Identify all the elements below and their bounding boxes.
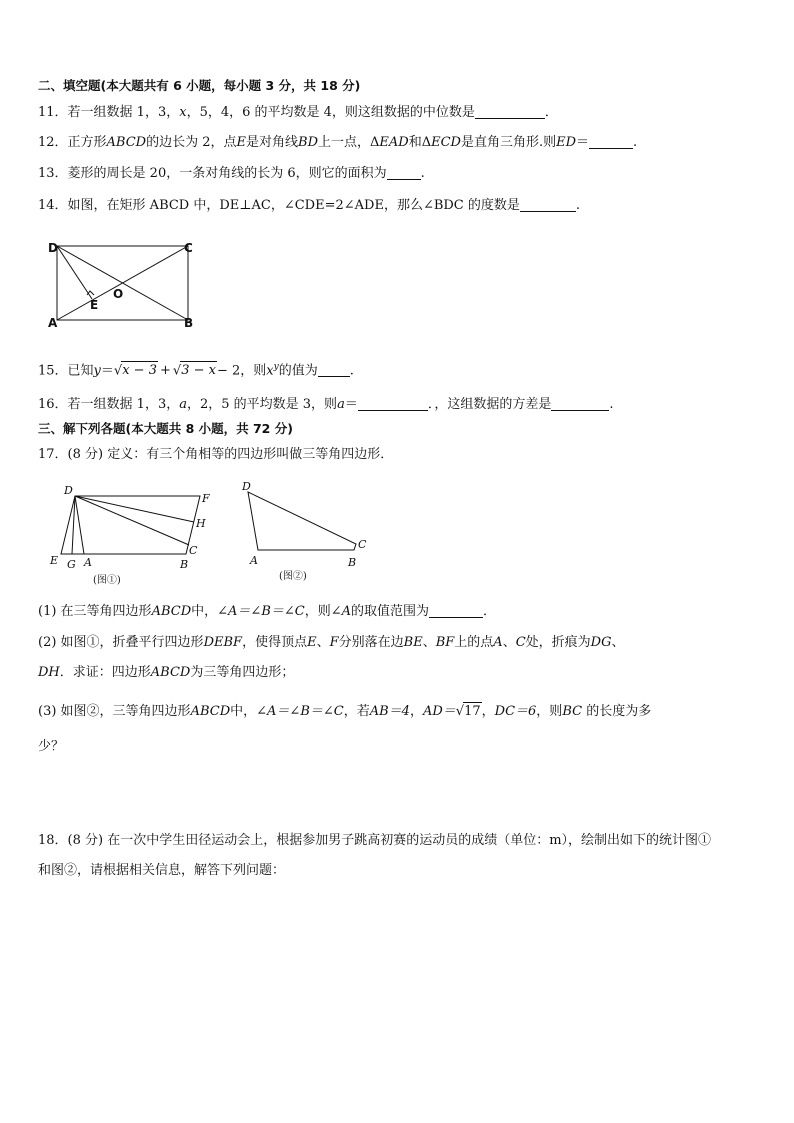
p2-var-bf: BF [435,635,455,650]
p1-angle: ∠A [330,604,352,619]
sqrt-radical-3: √ [455,704,465,719]
q11-var-x: x [179,105,187,120]
label-b: B [180,558,189,571]
fold-dh [75,496,194,522]
q17-part1-answer-blank[interactable] [429,603,483,618]
p3-sep: ， [409,704,423,719]
label-e: E [90,298,99,312]
p3-text-a: (3) 如图②，三等角四边形 [38,704,191,719]
label-b: B [184,316,194,330]
q13-text-a: 13．菱形的周长是 20，一条对角线的长为 6，则它的面积为 [38,166,387,181]
q13-answer-blank[interactable] [387,165,421,180]
p1-condition: ∠A＝∠B＝∠C [217,604,305,619]
question-13 [38,165,425,183]
q15-text-minus: − 2，则 [216,363,267,379]
label-c: C [358,538,367,551]
q15-radicand-1: x − 3 [122,363,157,379]
q17-figure-1 [44,482,224,590]
p2-sep-4: 、 [611,635,625,650]
p3-text-e: 的长度为多 [582,704,652,719]
p3-text-d: ，则 [536,704,563,719]
q12-text-f: 是直角三角形.则 [460,135,557,150]
q12-var-ead: EAD [379,135,409,150]
question-17-part-3 [38,702,651,721]
q12-text-c: 是对角线 [246,135,299,150]
q15-var-x: x [266,363,274,379]
p1-text-d: 的取值范围为 [351,604,430,619]
q11-answer-blank[interactable] [475,104,545,119]
label-d: D [48,241,58,255]
q16-text-c: ．，这组数据的方差是 [427,397,552,412]
q17-figure-2 [236,478,376,586]
q15-text-c: . [349,363,354,379]
q16-answer-blank-a[interactable] [358,396,428,411]
p3-bc: BC [562,704,583,719]
q16-equals: ＝ [344,397,358,412]
q12-text-d: 上一点，Δ [318,135,380,150]
q14-answer-blank[interactable] [520,197,576,212]
p2-var-dh: DH [38,665,60,680]
p2-text-a: (2) 如图①，折叠平行四边形 [38,635,204,650]
p2-sep-2: 、 [422,635,436,650]
p3-ab: AB＝4 [369,704,410,719]
q14-rectangle-figure [44,236,204,332]
p2-var-e: E [307,635,317,650]
label-d: D [242,480,251,493]
q12-var-ecd: ECD [431,135,461,150]
question-17-part-2-cont [38,664,294,682]
question-12 [38,134,637,152]
p3-text-b: 中， [230,704,257,719]
q15-text-b: 的值为 [278,363,318,379]
p2-var-c: C [515,635,526,650]
q16-text-b: ，2，5 的平均数是 3，则 [186,397,338,412]
p2-shape: DEBF [203,635,243,650]
q15-plus: + [159,363,171,379]
q16-var-a2: a [337,397,345,412]
q16-answer-blank-variance[interactable] [551,396,609,411]
p1-text-b: 中， [191,604,218,619]
q11-text-b: ，5，4，6 的平均数是 4，则这组数据的中位数是 [186,105,475,120]
segment-da [75,496,84,554]
figure-2-caption: (图②) [279,571,307,582]
p2-sep-3: 、 [502,635,516,650]
p2-sep: 、 [316,635,330,650]
question-17-part-1 [38,603,496,621]
label-a: A [250,554,258,567]
quadrilateral-abcd [248,492,356,550]
label-a: A [48,316,58,330]
p3-text-c: ，若 [343,704,370,719]
section-2-header: 二、填空题(本大题共有 6 小题，每小题 3 分，共 18 分) [38,78,361,93]
p1-text-a: (1) 在三等角四边形 [38,604,152,619]
q12-var-e: E [236,135,247,150]
q14-text: 14．如图，在矩形 ABCD 中，DE⊥AC，∠CDE=2∠ADE，那么∠BDC 的度数是 [38,198,520,213]
label-f: F [202,492,210,505]
q15-text-a: 15．已知 [38,363,94,379]
p3-shape: ABCD [190,704,231,719]
p2-var-be: BE [403,635,423,650]
p1-text-e: ． [483,604,497,619]
p3-condition: ∠A＝∠B＝∠C [256,704,344,719]
question-11 [38,104,558,122]
p3-sep-2: ， [481,704,495,719]
p3-radicand: 17 [464,704,481,719]
sqrt-radical-2: √ [172,363,182,379]
q12-answer-blank[interactable] [589,134,633,149]
question-14 [38,197,580,215]
label-e: E [50,554,59,567]
p2-var-dg: DG [590,635,612,650]
question-18-line-1: 18．(8 分) 在一次中学生田径运动会上，根据参加男子跳高初赛的运动员的成绩（单位：m），绘制出如下的统计图① [38,833,712,848]
q15-radicand-2: 3 − x [181,363,216,379]
q15-equals: ＝ [100,363,114,379]
p3-ad: AD＝ [422,704,456,719]
parallelogram-debf [61,496,200,554]
segment-dc [75,496,189,545]
q12-text-b: 的边长为 2，点 [146,135,237,150]
question-17-intro: 17．(8 分) 定义：有三个角相等的四边形叫做三等角四边形． [38,447,394,462]
p2-text-b: ，使得顶点 [242,635,308,650]
label-b: B [348,556,357,569]
q15-var-y: y [93,363,101,379]
question-17-part-3-cont: 少？ [38,739,65,754]
label-g: G [67,558,76,571]
p2-text-d: 上的点 [454,635,494,650]
q12-text-e: 和Δ [408,135,432,150]
question-18-line-2: 和图②，请根据相关信息，解答下列问题： [38,863,286,878]
p2-text-e: 处，折痕为 [525,635,591,650]
q16-var-a: a [179,397,187,412]
p2-text-f: ．求证：四边形 [59,665,151,680]
p3-dc: DC＝6 [494,704,537,719]
p2-var-a: A [493,635,503,650]
label-o: O [113,287,124,301]
q12-text-h: . [633,135,638,150]
q15-answer-blank[interactable] [318,362,350,377]
q13-text-b: . [420,166,425,181]
q16-text-d: . [609,397,614,412]
q12-var-bd: BD [298,135,319,150]
section-3-header: 三、解下列各题(本大题共 8 小题，共 72 分) [38,421,293,436]
perpendicular-de [57,246,92,299]
p2-var-f: F [329,635,339,650]
figure-1-caption: (图①) [93,575,121,586]
label-h: H [196,517,206,530]
label-c: C [184,241,193,255]
label-a: A [84,556,92,569]
q12-var-ed: ED [556,135,577,150]
q11-text-a: 11．若一组数据 1，3， [38,105,180,120]
p2-text-c: 分别落在边 [338,635,404,650]
label-c: C [189,544,198,557]
p2-shape-2: ABCD [150,665,191,680]
q12-text-g: ＝ [576,135,590,150]
p1-text-c: ，则 [304,604,331,619]
p1-shape: ABCD [151,604,192,619]
sqrt-radical-1: √ [113,363,123,379]
label-d: D [64,484,73,497]
q16-text-a: 16．若一组数据 1，3， [38,397,180,412]
q11-text-c: ． [544,105,558,120]
q14-text-end: . [575,198,581,213]
question-15 [38,358,354,380]
q12-text-a: 12．正方形 [38,135,107,150]
question-16 [38,396,614,414]
question-17-part-2 [38,634,625,652]
q15-var-y-exp: y [273,362,279,372]
q12-var-abcd: ABCD [106,135,147,150]
right-angle-mark [87,291,94,295]
p2-text-g: 为三等角四边形； [190,665,295,680]
